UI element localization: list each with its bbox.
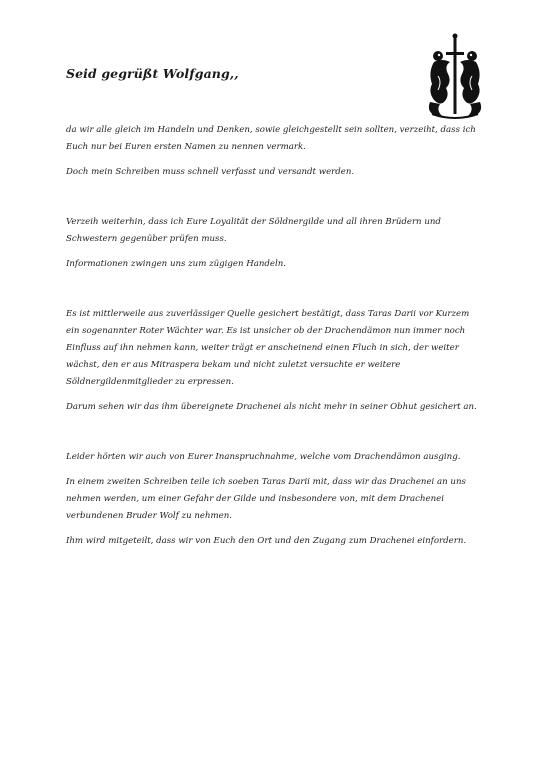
letter-paragraph: Es ist mittlerweile aus zuverlässiger Quelle gesichert bestätigt, dass Taras Darii vor Kurzem ein sogenannter Roter Wächter war. Es ist unsicher ob der Drachendämon nun immer noch Einfluss auf ihn nehmen kann, weiter trägt er anscheinend einen Fluch in sich, der weiter wächst, den er aus Mitraspera bekam und nicht zuletzt versuchte er weitere Söldnergildenmitglieder zu erpressen. xyxy=(66,309,470,387)
letter-paragraph: Darum sehen wir das ihm übereignete Drachenei als nicht mehr in seiner Obhut gesichert an. xyxy=(66,402,477,412)
letter-paragraph: In einem zweiten Schreiben teile ich soeben Taras Darii mit, dass wir das Drachenei an uns nehmen werden, um einer Gefahr der Gilde und insbesondere von, mit dem Drachenei verbundenen Bruder Wolf zu nehmen. xyxy=(66,477,466,521)
letter-paragraph: Ihm wird mitgeteilt, dass wir von Euch den Ort und den Zugang zum Drachenei einfordern. xyxy=(66,536,467,546)
letter-greeting: Seid gegrüßt Wolfgang,, xyxy=(66,66,239,81)
letter-paragraph: Verzeih weiterhin, dass ich Eure Loyalität der Söldnergilde und all ihren Brüdern und Schwestern gegenüber prüfen muss. xyxy=(66,217,441,244)
heraldic-crest-icon xyxy=(424,32,486,120)
letter-paragraph: da wir alle gleich im Handeln und Denken, sowie gleichgestellt sein sollten, verzeiht, dass ich Euch nur bei Euren ersten Namen zu nennen vermark. xyxy=(66,125,476,152)
letter-paragraph: Leider hörten wir auch von Eurer Inanspruchnahme, welche vom Drachendämon ausging. xyxy=(66,452,461,462)
letter-paragraph: Doch mein Schreiben muss schnell verfasst und versandt werden. xyxy=(66,167,355,177)
letter-body xyxy=(66,122,478,550)
letter-paragraph: Informationen zwingen uns zum zügigen Handeln. xyxy=(66,259,287,269)
